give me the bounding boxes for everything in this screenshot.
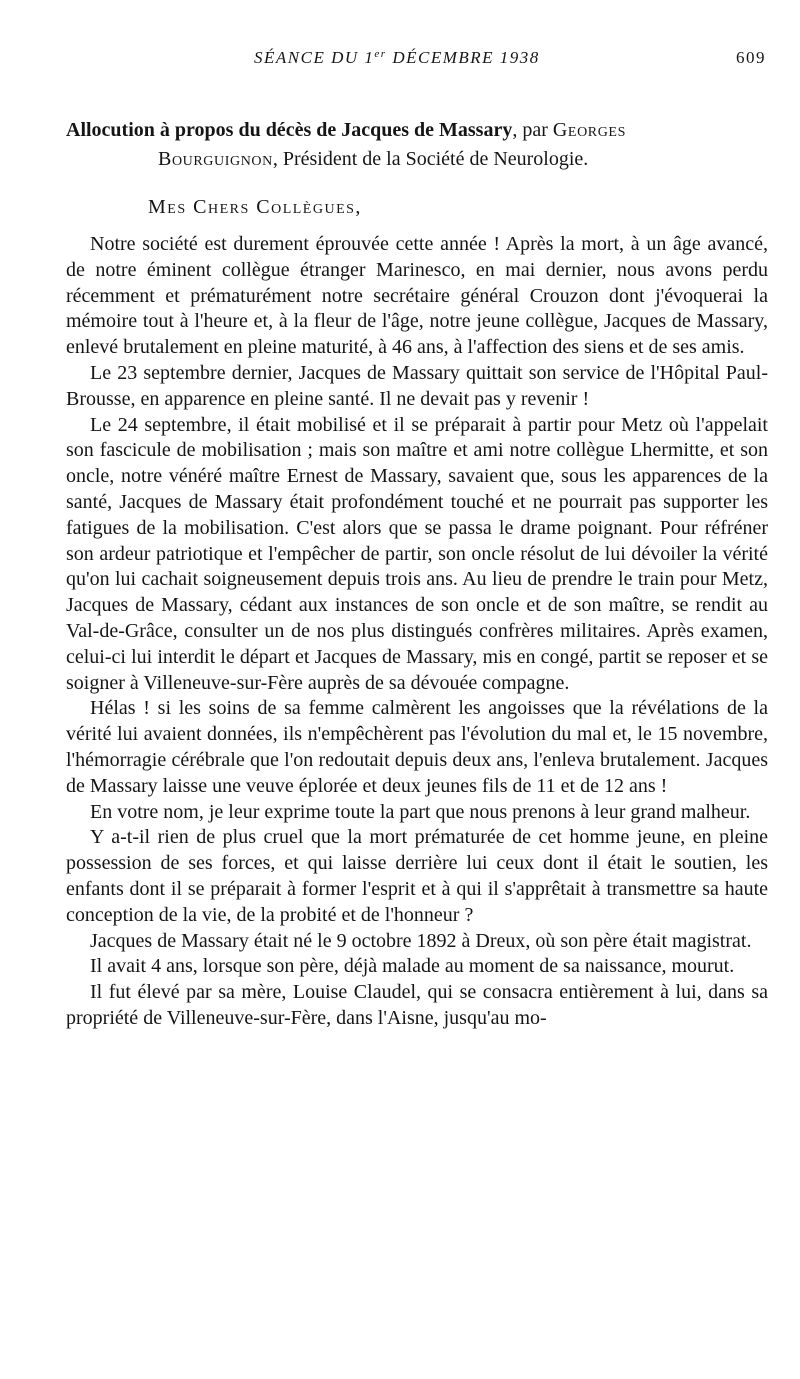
- heading-line-1: Allocution à propos du décès de Jacques de Massary, par Georges: [66, 119, 626, 141]
- paragraph: En votre nom, je leur exprime toute la part que nous prenons à leur grand malheur.: [90, 800, 751, 823]
- author-first-name: Georges: [552, 119, 626, 141]
- running-head-title: SÉANCE DU 1er DÉCEMBRE 1938: [254, 48, 540, 67]
- running-head: [66, 48, 766, 72]
- paragraph: Le 24 septembre, il était mobilisé et il se préparait à partir pour Metz où l'appelait son fascicule de mobilisation ; mais son maître et ami notre collègue Lhermitte, et son oncle, notre vénéré maître Ernest de Massary, savaient que, sous les apparences de la santé, Jacques de Massary était profondément touché et ne pourrait pas supporter les fatigues de la mobilisation. C'est alors que se passa le drame poignant. Pour réfréner son ardeur patriotique et l'empêcher de partir, son oncle résolut de lui dévoiler la vérité qu'on lui cachait soigneusement depuis trois ans. Au lieu de prendre le train pour Metz, Jacques de Massary, cédant aux instances de son oncle et de son maître, se rendit au Val-de-Grâce, consulter un de nos plus distingués confrères militaires. Après examen, celui-ci lui interdit le départ et Jacques de Massary, mis en congé, partit se reposer et se soigner à Villeneuve-sur-Fère auprès de sa dévouée compagne.: [66, 413, 768, 694]
- paragraph: Hélas ! si les soins de sa femme calmèrent les angoisses que la révélations de la vérité lui avaient données, ils n'empêchèrent pas l'évolution du mal et, le 15 novembre, l'hémorragie cérébrale que l'on redoutait depuis deux ans, l'enleva brutalement. Jacques de Massary laisse une veuve éplorée et deux jeunes fils de 11 et de 12 ans !: [66, 697, 768, 797]
- heading-line-2: [66, 145, 768, 174]
- paragraph: Il avait 4 ans, lorsque son père, déjà malade au moment de sa naissance, mourut.: [90, 955, 735, 978]
- paragraph: Le 23 septembre dernier, Jacques de Massary quittait son service de l'Hôpital Paul-Brousse, en apparence en pleine santé. Il ne devait pas y revenir !: [66, 361, 768, 410]
- paragraph: Notre société est durement éprouvée cette année ! Après la mort, à un âge avancé, de notre éminent collègue étranger Marinesco, en mai dernier, nous avons perdu récemment et prématurément notre secrétaire général Crouzon dont j'évoquerai la mémoire tout à l'heure et, à la fleur de l'âge, notre jeune collègue, Jacques de Massary, enlevé brutalement en pleine maturité, à 46 ans, à l'affection des siens et de ses amis.: [66, 233, 768, 359]
- paragraph: Jacques de Massary était né le 9 octobre 1892 à Dreux, où son père était magistrat.: [90, 929, 752, 952]
- paragraph: Y a-t-il rien de plus cruel que la mort prématurée de cet homme jeune, en pleine possession de ses forces, et qui laisse derrière lui ceux dont il était le soutien, les enfants dont il se préparait à former l'esprit et à qui il s'apprêtait à transmettre sa haute conception de la vie, de la probité et de l'honneur ?: [66, 826, 768, 926]
- author-role: , Président de la Société de Neurologie.: [272, 148, 589, 170]
- ordinal-superscript: er: [374, 48, 387, 60]
- page-number: 609: [736, 48, 766, 67]
- author-last-name: Bourguignon: [158, 148, 273, 170]
- heading-title: Allocution à propos du décès de Jacques de Massary: [66, 119, 513, 141]
- paragraph-continued: Il fut élevé par sa mère, Louise Claudel, qui se consacra entièrement à lui, dans sa propriété de Villeneuve-sur-Fère, dans l'Aisne, jusqu'au mo-: [66, 981, 768, 1029]
- article-heading: [66, 116, 768, 174]
- salutation: Mes Chers Collègues,: [148, 196, 362, 218]
- body-text: [66, 232, 768, 1032]
